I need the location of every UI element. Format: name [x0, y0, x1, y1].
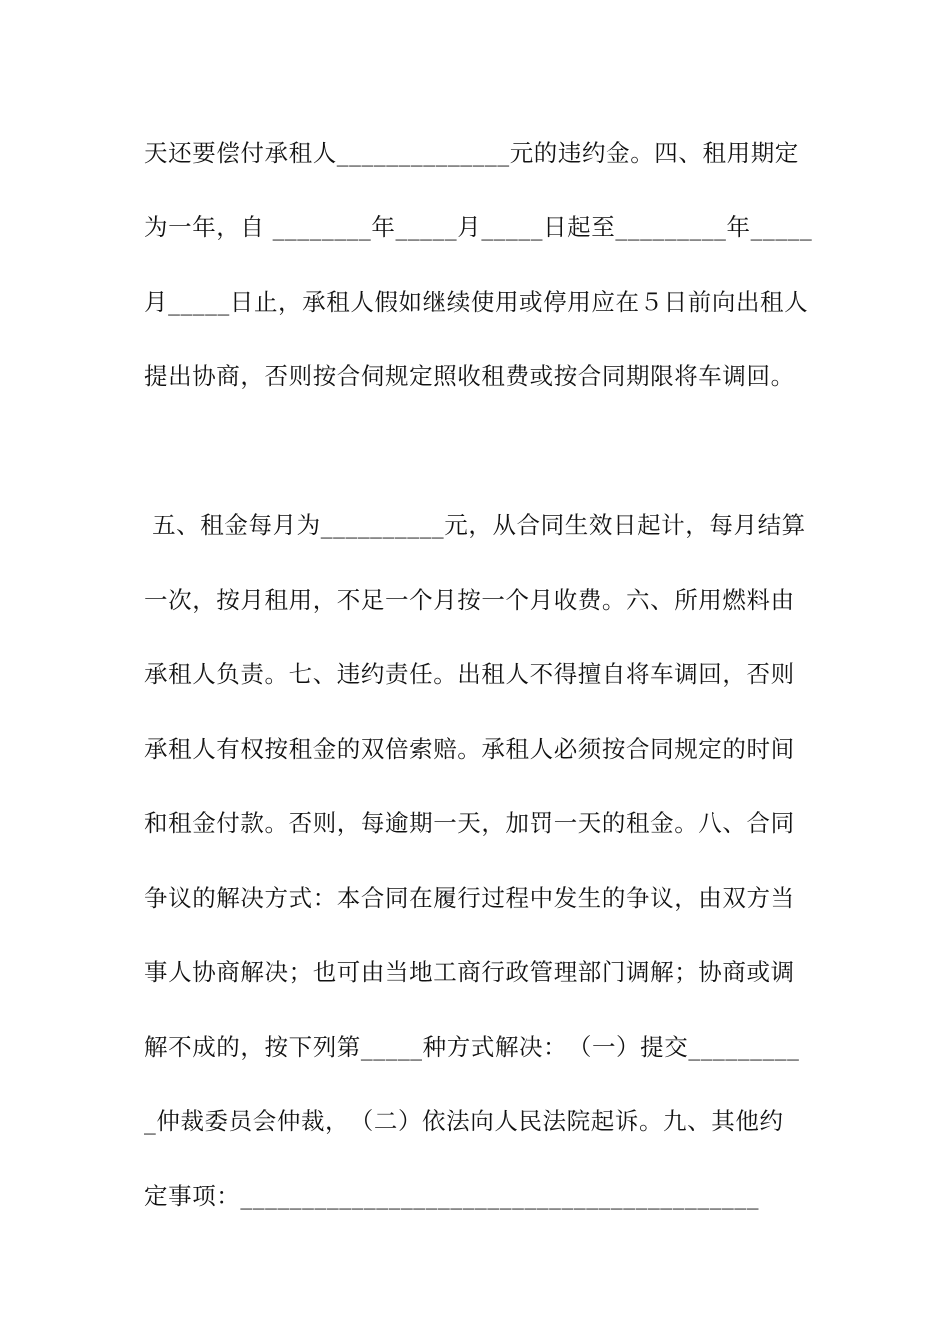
- text-line-1: 天还要偿付承租人______________元的违约金。四、租用期定: [144, 139, 799, 167]
- text-line-9: 和租金付款。否则，每逾期一天，加罚一天的租金。八、合同: [144, 809, 795, 837]
- text-line-13: _仲裁委员会仲裁， （二）依法向人民法院起诉。九、其他约: [144, 1107, 784, 1135]
- text-line-10: 争议的解决方式：本合同在履行过程中发生的争议，由双方当: [144, 884, 795, 912]
- text-line-6: 一次，按月租用，不足一个月按一个月收费。六、所用燃料由: [144, 586, 795, 614]
- text-line-5: 五、租金每月为__________元，从合同生效日起计，每月结算: [144, 511, 806, 539]
- text-line-4: 提出协商，否则按合伺规定照收租费或按合同期限将车调回。: [144, 362, 795, 390]
- text-line-11: 事人协商解决；也可由当地工商行政管理部门调解；协商或调: [144, 958, 795, 986]
- text-line-14: 定事项：__________________________________________: [144, 1182, 760, 1210]
- text-line-7: 承租人负责。七、违约责任。出租人不得擅自将车调回，否则: [144, 660, 795, 688]
- text-line-8: 承租人有权按租金的双倍索赔。承租人必须按合同规定的时间: [144, 735, 795, 763]
- text-line-3: 月_____日止，承租人假如继续使用或停用应在５日前向出租人: [144, 288, 809, 316]
- text-line-12: 解不成的，按下列第_____种方式解决： （一）提交_________: [144, 1033, 800, 1061]
- text-line-2: 为一年，自 ________年_____月_____日起至_________年_____: [144, 213, 813, 241]
